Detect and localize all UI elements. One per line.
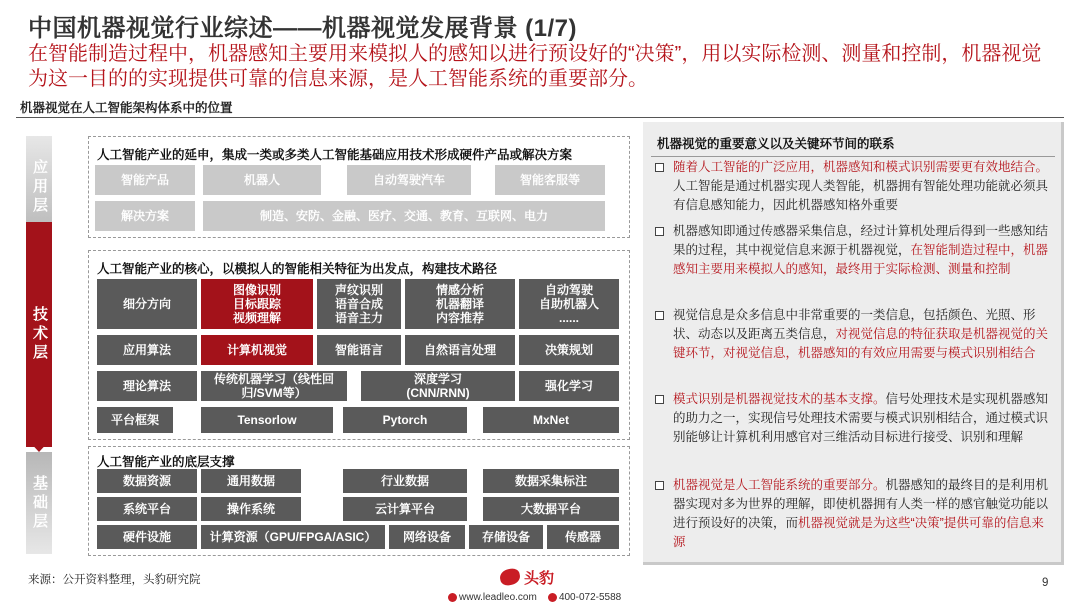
tech-label: 平台框架 — [97, 407, 173, 433]
item-highlight: 在智能制造过程中，机器感知主要用来模拟人的感知，最终用于实际检测、测量和控制 — [673, 243, 1049, 276]
item-text: 机器感知即通过传感器采集信息，经过计算机处理后得到一些感知结果的过程，其中视觉信息来源于机器视觉， — [673, 224, 1049, 257]
foundation-panel — [88, 446, 630, 556]
tech-box: 情感分析 机器翻译 内容推荐 — [405, 279, 515, 329]
phone: 400-072-5588 — [558, 592, 622, 603]
tech-box: 深度学习 (CNN/RNN) — [361, 371, 515, 401]
significance-title: 机器视觉的重要意义以及关键环节间的联系 — [657, 137, 895, 151]
square-bullet-icon — [655, 227, 664, 236]
tech-box: 智能语言 — [317, 335, 401, 365]
base-box: 数据采集标注 — [483, 469, 619, 493]
base-box: 大数据平台 — [483, 497, 619, 521]
page-number: 9 — [1042, 577, 1049, 589]
tech-box: 强化学习 — [519, 371, 619, 401]
tech-box: MxNet — [483, 407, 619, 433]
item-highlight: 机器视觉是人工智能系统的重要部分。 — [673, 478, 886, 492]
base-box: 行业数据 — [343, 469, 467, 493]
app-box: 智能客服等 — [495, 165, 605, 195]
base-box: 硬件设施 — [97, 525, 197, 549]
base-box: 计算资源（GPU/FPGA/ASIC） — [201, 525, 385, 549]
base-box: 存储设备 — [469, 525, 543, 549]
list-item — [655, 390, 1049, 447]
item-text: 人工智能是通过机器实现人类智能，机器拥有智能处理功能就必须具有信息感知能力，因此机器感知格外重要 — [673, 179, 1049, 212]
tech-box: 自动驾驶 自助机器人 ...... — [519, 279, 619, 329]
foundation-title: 人工智能产业的底层支撑 — [97, 455, 235, 469]
tech-box: 传统机器学习（线性回归/SVM等） — [201, 371, 347, 401]
square-bullet-icon — [655, 395, 664, 404]
list-item — [655, 158, 1049, 215]
tech-box: 计算机视觉 — [201, 335, 313, 365]
item-text: 信号处理技术是实现机器感知的助力之一，实现信号处理技术需要与模式识别相结合，通过模式识别能够让计算机利用感官对三维活动目标进行接受、识别和理解 — [673, 392, 1049, 444]
layer-foundation: 基础层 — [26, 452, 52, 554]
tech-label: 理论算法 — [97, 371, 197, 401]
app-box: 智能产品 — [95, 165, 195, 195]
leopard-logo-icon — [499, 567, 521, 586]
page-subtitle: 在智能制造过程中，机器感知主要用来模拟人的感知以进行预设好的“决策”，用以实际检测、测量和控制，机器视觉为这一目的的实现提供可靠的信息来源，是人工智能系统的重要部分。 — [28, 43, 1042, 90]
application-title: 人工智能产业的延申，集成一类或多类人工智能基础应用技术形成硬件产品或解决方案 — [97, 148, 573, 162]
tech-label: 应用算法 — [97, 335, 197, 365]
tech-box: Pytorch — [343, 407, 467, 433]
source-note: 来源：公开资料整理，头豹研究院 — [28, 574, 201, 586]
app-box: 解决方案 — [95, 201, 195, 231]
square-bullet-icon — [655, 311, 664, 320]
leadleo-logo — [500, 566, 580, 588]
logo-text: 头豹 — [524, 569, 555, 587]
item-text: 机器感知的最终目的是利用机器实现对多为世界的理解，即使机器拥有人类一样的感官触觉功能以进行预设好的决策，而 — [673, 478, 1049, 530]
app-box: 机器人 — [203, 165, 321, 195]
divider — [651, 156, 1055, 157]
phone-icon — [548, 593, 557, 602]
base-box: 网络设备 — [389, 525, 465, 549]
tech-label: 细分方向 — [97, 279, 197, 329]
web-icon — [448, 593, 457, 602]
base-box: 通用数据 — [201, 469, 301, 493]
item-text: 视觉信息是众多信息中非常重要的一类信息，包括颜色、光照、形状、动态以及距离五类信息， — [673, 308, 1036, 341]
item-highlight: 模式识别是机器视觉技术的基本支撑。 — [673, 392, 886, 406]
technology-panel — [88, 250, 630, 440]
list-item — [655, 222, 1049, 279]
item-highlight: 对视觉信息的特征获取是机器视觉的关键环节，对视觉信息，机器感知的有效应用需要与模式识别相结合 — [673, 327, 1049, 360]
tech-box: 声纹识别 语音合成 语音主力 — [317, 279, 401, 329]
application-panel — [88, 136, 630, 238]
arrow-up-icon — [26, 232, 52, 246]
app-box: 自动驾驶汽车 — [347, 165, 471, 195]
contact-info — [448, 592, 621, 603]
arrow-down-icon — [26, 438, 52, 452]
item-highlight: 随着人工智能的广泛应用，机器感知和模式识别需要更有效地结合。 — [673, 160, 1049, 174]
base-box: 云计算平台 — [343, 497, 467, 521]
divider — [16, 117, 1064, 118]
square-bullet-icon — [655, 481, 664, 490]
base-box: 系统平台 — [97, 497, 197, 521]
website[interactable]: www.leadleo.com — [459, 592, 537, 603]
square-bullet-icon — [655, 163, 664, 172]
list-item — [655, 306, 1049, 363]
tech-box: Tensorlow — [201, 407, 333, 433]
page-title: 中国机器视觉行业综述——机器视觉发展背景 (1/7) — [28, 15, 578, 42]
diagram-label: 机器视觉在人工智能架构体系中的位置 — [20, 101, 233, 115]
layer-application: 应用层 — [26, 136, 52, 238]
base-box: 操作系统 — [201, 497, 301, 521]
technology-title: 人工智能产业的核心，以模拟人的智能相关特征为出发点，构建技术路径 — [97, 262, 498, 276]
layer-technology: 技术层 — [26, 222, 52, 447]
tech-box: 决策规划 — [519, 335, 619, 365]
app-box: 制造、安防、金融、医疗、交通、教育、互联网、电力 — [203, 201, 605, 231]
base-box: 传感器 — [547, 525, 619, 549]
tech-box: 图像识别 目标跟踪 视频理解 — [201, 279, 313, 329]
significance-panel — [643, 122, 1064, 565]
base-box: 数据资源 — [97, 469, 197, 493]
item-highlight: 机器视觉就是为这些“决策”提供可靠的信息来源 — [673, 516, 1044, 549]
list-item — [655, 476, 1049, 552]
tech-box: 自然语言处理 — [405, 335, 515, 365]
